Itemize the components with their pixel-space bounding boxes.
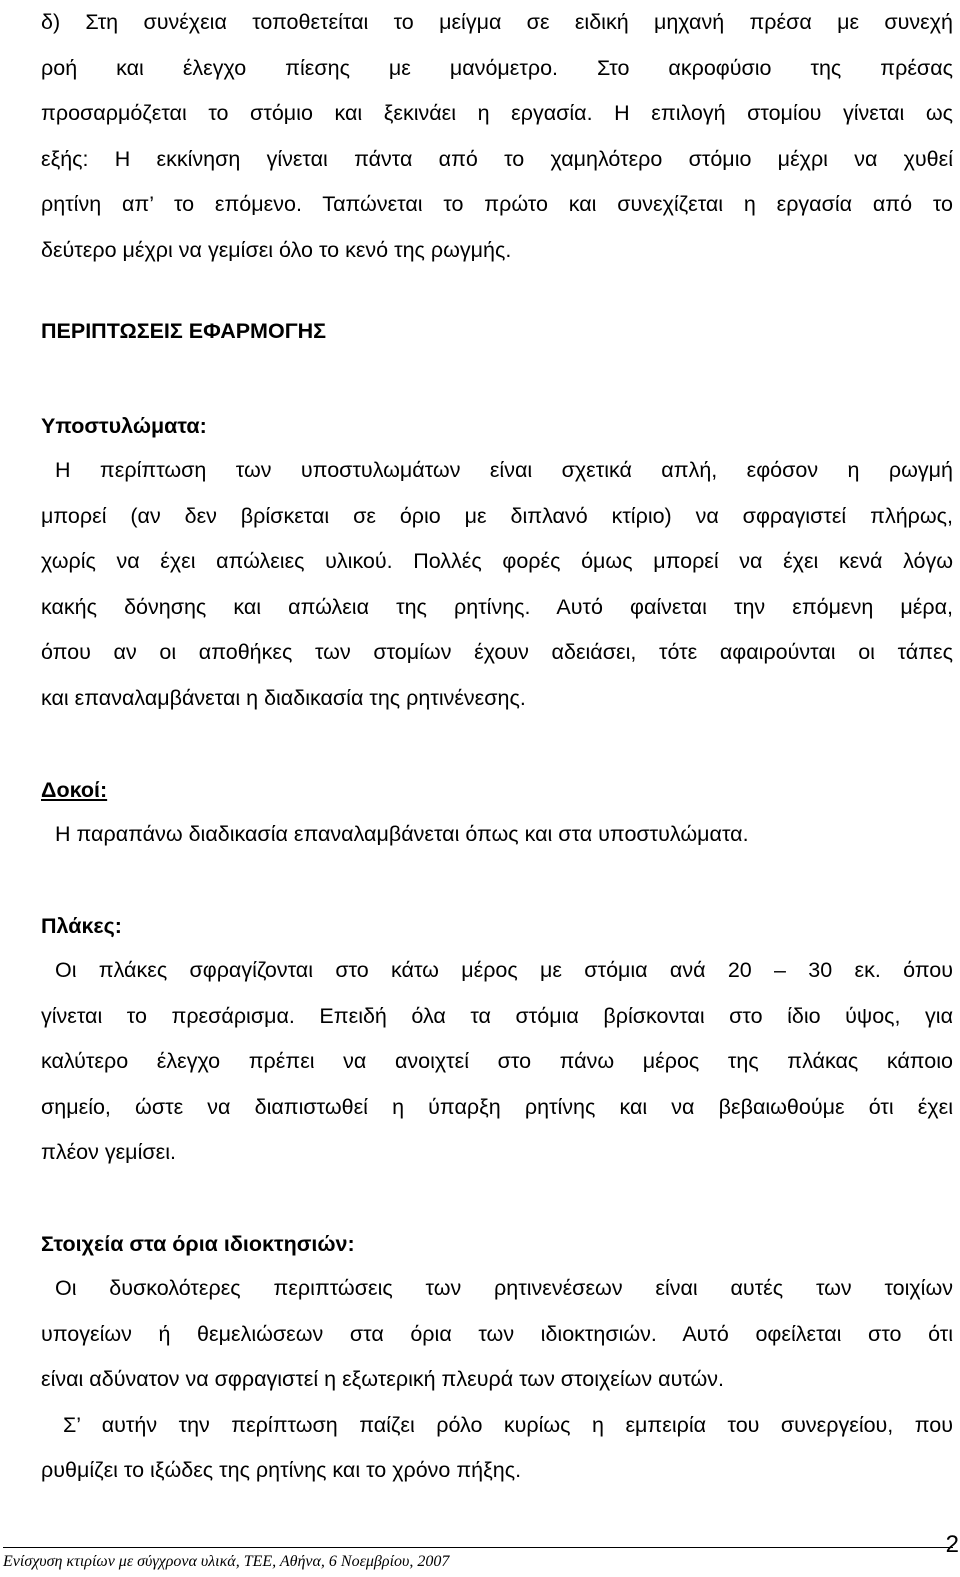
columns-section (41, 412, 953, 440)
footer (3, 1547, 953, 1570)
slabs-line: σημείο, ώστε να διαπιστωθεί η ύπαρξη ρητίνης και να βεβαιωθούμε ότι έχει (41, 1094, 953, 1119)
slabs-line: γίνεται το πρεσάρισμα. Επειδή όλα τα στόμια βρίσκονται στο ίδιο ύψος, για (41, 1003, 953, 1028)
section-title-block (41, 317, 953, 345)
beams-line: Η παραπάνω διαδικασία επαναλαμβάνεται όπως και στα υποστυλώματα. (55, 822, 749, 846)
intro-line: δεύτερο μέχρι να γεμίσει όλο το κενό της ρωγμής. (41, 237, 512, 262)
boundary-paragraph (41, 1266, 953, 1494)
intro-line: ροή και έλεγχο πίεσης με μανόμετρο. Στο ακροφύσιο της πρέσας (41, 55, 953, 80)
section-title: ΠΕΡΙΠΤΩΣΕΙΣ ΕΦΑΡΜΟΓΗΣ (41, 319, 327, 343)
columns-line: χωρίς να έχει απώλειες υλικού. Πολλές φορές όμως μπορεί να έχει κενά λόγω (41, 549, 953, 573)
footer-text: Ενίσχυση κτιρίων με σύγχρονα υλικά, ΤΕΕ, Αθήνα, 6 Νοεμβρίου, 2007 (3, 1553, 450, 1570)
boundary-section (41, 1230, 953, 1258)
columns-line: κακής δόνησης και απώλεια της ρητίνης. Αυτό φαίνεται την επόμενη μέρα, (41, 594, 953, 619)
boundary-line: Οι δυσκολότερες περιπτώσεις των ρητινενέσεων είναι αυτές των τοιχίων (55, 1276, 953, 1300)
columns-paragraph (41, 448, 953, 721)
columns-line: και επαναλαμβάνεται η διαδικασία της ρητινένεσης. (41, 685, 526, 710)
boundary-line: είναι αδύνατον να σφραγιστεί η εξωτερική πλευρά των στοιχείων αυτών. (41, 1367, 725, 1391)
intro-line: δ) Στη συνέχεια τοποθετείται το μείγμα σε ειδική μηχανή πρέσα με συνεχή (41, 10, 953, 34)
beams-heading: Δοκοί: (41, 778, 108, 802)
slabs-heading: Πλάκες: (41, 914, 122, 938)
columns-line: μπορεί (αν δεν βρίσκεται σε όριο με διπλανό κτίριο) να σφραγιστεί πλήρως, (41, 503, 953, 528)
slabs-line: Οι πλάκες σφραγίζονται στο κάτω μέρος με στόμια ανά 20 – 30 εκ. όπου (55, 958, 953, 982)
intro-paragraph (41, 0, 953, 273)
columns-line: Η περίπτωση των υποστυλωμάτων είναι σχετικά απλή, εφόσον η ρωγμή (55, 458, 953, 482)
page-number: 2 (945, 1531, 959, 1558)
columns-line: όπου αν οι αποθήκες των στομίων έχουν αδειάσει, τότε αφαιρούνται οι τάπες (41, 640, 953, 664)
intro-line: προσαρμόζεται το στόμιο και ξεκινάει η εργασία. Η επιλογή στομίου γίνεται ως (41, 101, 953, 125)
slabs-line: πλέον γεμίσει. (41, 1140, 176, 1164)
columns-heading: Υποστυλώματα: (41, 414, 207, 438)
slabs-paragraph (41, 948, 953, 1176)
slabs-line: καλύτερο έλεγχο πρέπει να ανοιχτεί στο πάνω μέρος της πλάκας κάποιο (41, 1049, 953, 1073)
intro-line: ρητίνη απ’ το επόμενο. Ταπώνεται το πρώτο και συνεχίζεται η εργασία από το (41, 192, 953, 216)
beams-paragraph (41, 812, 953, 858)
intro-line: εξής: Η εκκίνηση γίνεται πάντα από το χαμηλότερο στόμιο μέχρι να χυθεί (41, 146, 953, 171)
beams-section (41, 776, 953, 804)
boundary-heading: Στοιχεία στα όρια ιδιοκτησιών: (41, 1232, 355, 1256)
boundary-line: ρυθμίζει το ιξώδες της ρητίνης και το χρόνο πήξης. (41, 1458, 522, 1482)
boundary-line: υπογείων ή θεμελιώσεων στα όρια των ιδιοκτησιών. Αυτό οφείλεται στο ότι (41, 1321, 953, 1346)
boundary-line: Σ’ αυτήν την περίπτωση παίζει ρόλο κυρίως η εμπειρία του συνεργείου, που (63, 1412, 953, 1437)
slabs-section (41, 912, 953, 940)
